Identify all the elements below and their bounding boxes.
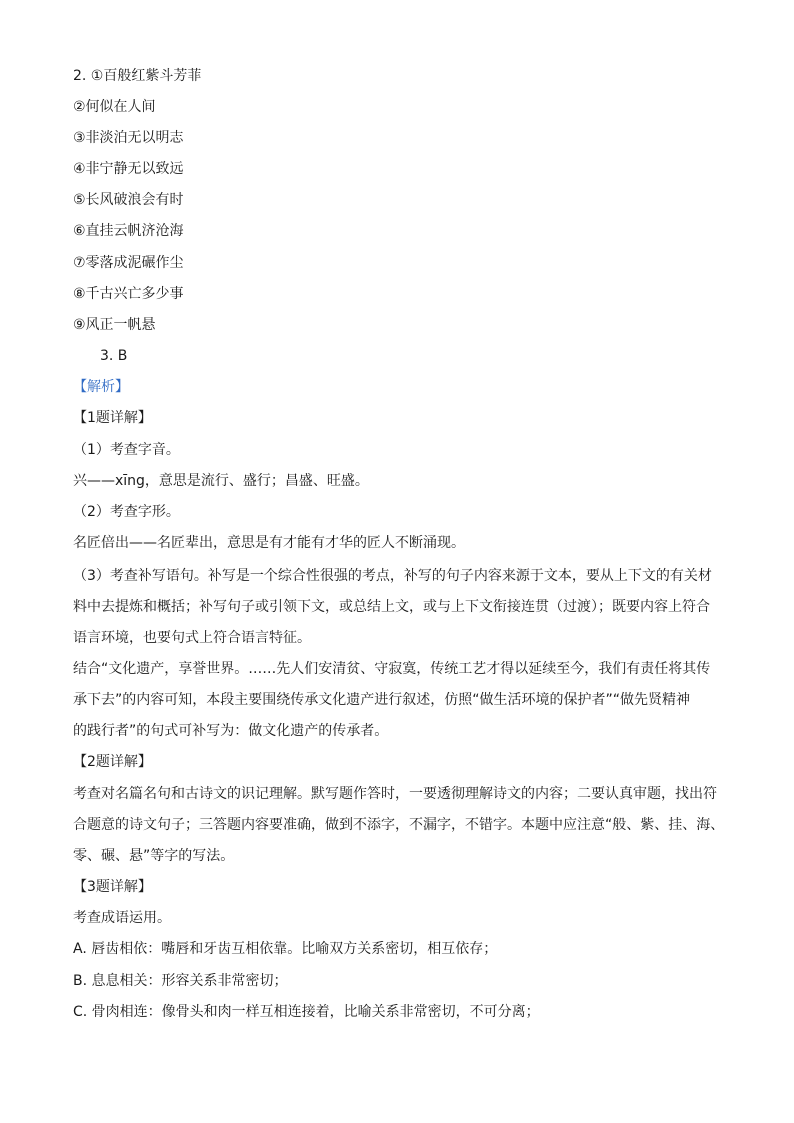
answer-2-line-3: ③非淡泊无以明志	[73, 130, 184, 146]
q1-part3-line-4: 结合“文化遗产，享誉世界。……先人们安清贫、守寂寞，传统工艺才得以延续至今，我们有责任将其传	[73, 661, 711, 677]
answer-3: 3. B	[100, 348, 128, 364]
q1-part3-line-1: （3）考查补写语句。补写是一个综合性很强的考点，补写的句子内容来源于文本，要从上下文的有关材	[73, 568, 712, 584]
answer-2-line-8: ⑧千古兴亡多少事	[73, 286, 184, 302]
q1-part1-heading: （1）考查字音。	[73, 442, 180, 458]
q2-text-line-1: 考查对名篇名句和古诗文的识记理解。默写题作答时，一要透彻理解诗文的内容；二要认真审题，找出符	[73, 786, 717, 802]
q1-part3-line-3: 语言环境，也要句式上符合语言特征。	[73, 630, 311, 646]
q1-part3-line-6: 的践行者”的句式可补写为：做文化遗产的传承者。	[73, 723, 389, 739]
q3-option-c: C. 骨肉相连：像骨头和肉一样互相连接着，比喻关系非常密切，不可分离；	[73, 1004, 540, 1020]
answer-2-line-4: ④非宁静无以致远	[73, 161, 184, 177]
q1-detail-heading: 【1题详解】	[73, 410, 152, 426]
q1-part3-line-5: 承下去”的内容可知，本段主要围绕传承文化遗产进行叙述，仿照“做生活环境的保护者”“做先贤精神	[73, 692, 691, 708]
q1-part3-line-2: 料中去提炼和概括；补写句子或引领下文，或总结上文，或与上下文衔接连贯（过渡）；既要内容上符合	[73, 599, 710, 615]
answer-2-line-6: ⑥直挂云帆济沧海	[73, 223, 184, 239]
q1-part2-heading: （2）考查字形。	[73, 504, 180, 520]
answer-2-line-5: ⑤长风破浪会有时	[73, 192, 184, 208]
answer-2-line-9: ⑨风正一帆悬	[73, 317, 156, 333]
answer-2-line-7: ⑦零落成泥碾作尘	[73, 255, 184, 271]
q3-intro: 考查成语运用。	[73, 910, 171, 926]
analysis-heading: 【解析】	[73, 379, 129, 395]
answer-2-line-1: 2. ①百般红紫斗芳菲	[73, 68, 202, 84]
q2-text-line-3: 零、碾、悬”等字的写法。	[73, 848, 235, 864]
answer-2-line-2: ②何似在人间	[73, 99, 156, 115]
q2-detail-heading: 【2题详解】	[73, 754, 152, 770]
q1-part2-text: 名匠倍出——名匠辈出，意思是有才能有才华的匠人不断涌现。	[73, 535, 465, 551]
q2-text-line-2: 合题意的诗文句子；三答题内容要准确，做到不添字，不漏字，不错字。本题中应注意“般、紫、挂、海、	[73, 817, 725, 833]
q3-option-a: A. 唇齿相依：嘴唇和牙齿互相依靠。比喻双方关系密切，相互依存；	[73, 941, 498, 957]
q1-part1-text: 兴——xīng，意思是流行、盛行；昌盛、旺盛。	[73, 473, 369, 489]
q3-option-b: B. 息息相关：形容关系非常密切；	[73, 973, 288, 989]
q3-detail-heading: 【3题详解】	[73, 879, 152, 895]
